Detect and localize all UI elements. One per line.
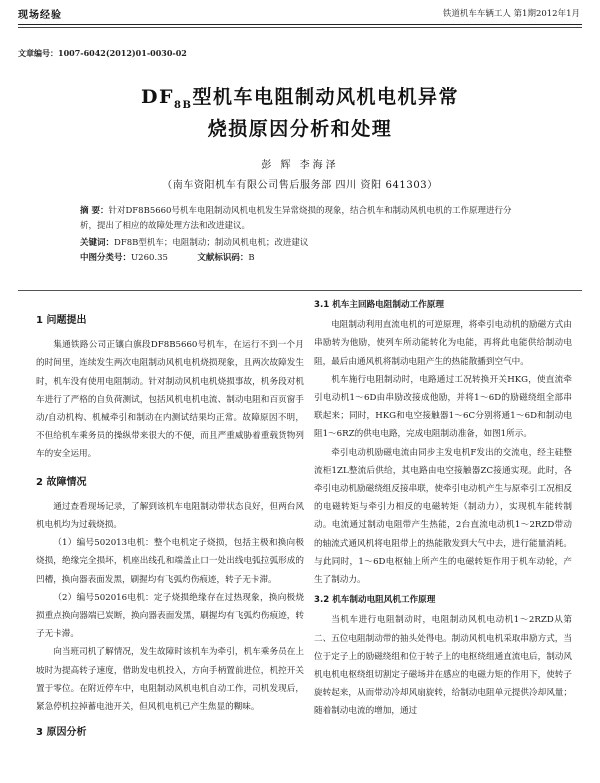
doc-code-value: B bbox=[248, 253, 255, 263]
header-rule bbox=[18, 24, 582, 25]
section-1-heading: 1 问题提出 bbox=[36, 315, 87, 326]
title-line-2: 烧损原因分析和处理 bbox=[207, 118, 393, 140]
abstract-text: 针对DF8B5660号机车电阻制动风机电机发生异常烧损的现象，结合机车和制动风机电机的工作原理进行分析，提出了相应的故障处理方法和改进建议。 bbox=[80, 206, 512, 231]
clc-value: U260.35 bbox=[131, 253, 168, 263]
right-column bbox=[314, 296, 572, 721]
keywords-label: 关键词： bbox=[80, 238, 115, 248]
header-section-label: 现场经验 bbox=[18, 10, 62, 21]
clc-label: 中图分类号： bbox=[80, 253, 132, 263]
keywords-text: DF8B型机车；电阻制动；制动风机电机；改进建议 bbox=[114, 238, 309, 248]
abstract bbox=[80, 204, 520, 234]
section-3-1-paragraph-1: 电阻制动利用直流电机的可逆原理，将牵引电动机的励磁方式由串励转为他励，使列车所动能转化为电能，再将此电能供给制动电阻，最后由通风机将制动电阻产生的热能散播到空气中。 bbox=[314, 320, 572, 367]
section-2-paragraph-1: 通过查看现场记录，了解到该机车电阻制动带状态良好，但两台风机电机均为过载烧损。 bbox=[36, 501, 304, 531]
section-3-1-paragraph-3: 牵引电动机励磁电流由同步主发电机F发出的交流电，经主硅整流柜1ZL整流后供给，其电路由电空接触器ZC接通实现。此时，各牵引电动机励磁绕组反接串联，使牵引电动机产生与原牵引工况相反的电磁转矩与牵引力相反的电磁转矩（制动力），实现机车能转制动。电流通过制动电阻带产生热能，2台直流电动机1～2RZD带动的轴流式通风机将电阻带上的热能散发到大气中去，进行能量消耗。与此同时，1～6D电枢轴上所产生的电磁转矩作用于机车动轮，产生了制动力。 bbox=[314, 447, 572, 586]
section-3-heading: 3 原因分析 bbox=[36, 727, 87, 739]
section-2-paragraph-3: （2）编号502016电机：定子烧损绝缘存在过热现象，换向极烧损重点换向器端已炭断，换向器表面发黑，刷握均有飞弧灼伤痕迹，转子无卡滞。 bbox=[36, 592, 304, 640]
authors: 彭 辉 李海泽 bbox=[261, 160, 339, 171]
left-column bbox=[36, 304, 304, 742]
title-rest: 型机车电阻制动风机电机异常 bbox=[192, 86, 459, 108]
section-3-2-heading: 3.2 机车制动电阻风机工作原理 bbox=[314, 595, 436, 606]
section-2-paragraph-4: 向当班司机了解情况，发生故障时该机车为牵引，机车乘务员在上坡时为提高转子速度，借助发电机投入，方向手柄置前进位，机控开关置于零位。在附近停车中，电阻制动风机电机自动工作，司机发现后，紧急停机拉掉蓄电池开关，但风机电机已产生焦显的糊味。 bbox=[36, 647, 304, 713]
keywords bbox=[80, 236, 520, 251]
title-line-1 bbox=[0, 82, 600, 111]
doc-code-label: 文献标识码： bbox=[197, 253, 249, 263]
abstract-label: 摘 要： bbox=[80, 206, 109, 216]
section-1-paragraph: 集通铁路公司正镶白旗段DF8B5660号机车，在运行不到一个月的时间里，连续发生两次电阻制动风机电机烧损现象，且两次故障发生时，机车没有使用电阻制动。针对制动风机电机烧损事故，机务段对机车进行了严格的自负荷测试，包括风机电机电流、制动电阻和百页窗手动/自动机构、机械牵引和制动在内测试结果均正常。故障原因不明，不但给机车乘务员的操纵带来很大的不便，而且严重威胁着重载货物列车的安全运用。 bbox=[36, 340, 304, 460]
section-3-2-paragraph-1: 当机车进行电阻制动时，电阻制动风机电动机1～2RZD从第二、五位电阻制动带的抽头处得电。制动风机电机采取串励方式，当位于定子上的励磁绕组和位于转子上的电枢绕组通直流电后，制动风机电机电枢绕组切割定子磁场并在感应的电磁力矩的作用下，使转子旋转起来，从而带动冷却风扇旋转，给制动电阻单元提供冷却风量；随着制动电流的增加，通过 bbox=[314, 615, 572, 717]
title-prefix: DF bbox=[141, 86, 175, 108]
header-rule-thin bbox=[18, 27, 582, 28]
section-3-1-paragraph-2: 机车施行电阻制动时，电路通过工况转换开关HKG，使直流牵引电动机1～6D由串励改接成他励，并将1～6D的励磁绕组全部串联起来；同时，HKG和电空接触器1～6C分别将通1～6D和制动电阻1～6RZ的供电电路，完成电阻制动准备，如图1所示。 bbox=[314, 374, 572, 440]
section-3-1-heading: 3.1 机车主回路电阻制动工作原理 bbox=[314, 300, 444, 310]
affiliation: （南车资阳机车有限公司售后服务部 四川 资阳 641303） bbox=[162, 180, 438, 191]
article-number: 文章编号：1007-6042(2012)01-0030-02 bbox=[18, 48, 187, 58]
section-2-heading: 2 故障情况 bbox=[36, 476, 87, 488]
section-2-paragraph-2: （1）编号502013电机：整个电机定子烧损，包括主极和换向极烧损，绝缘完全损坏，机座出线孔和端盖止口一处出线电弧拉弧形成的凹槽，换向器表面发黑，刷握均有飞弧灼伤痕迹，转子无卡滞。 bbox=[36, 538, 304, 585]
header-journal-info: 铁道机车车辆工人 第1期2012年1月 bbox=[442, 9, 580, 19]
title-subscript: 8B bbox=[174, 99, 193, 111]
classification-line bbox=[80, 251, 520, 266]
section-divider bbox=[18, 290, 582, 291]
